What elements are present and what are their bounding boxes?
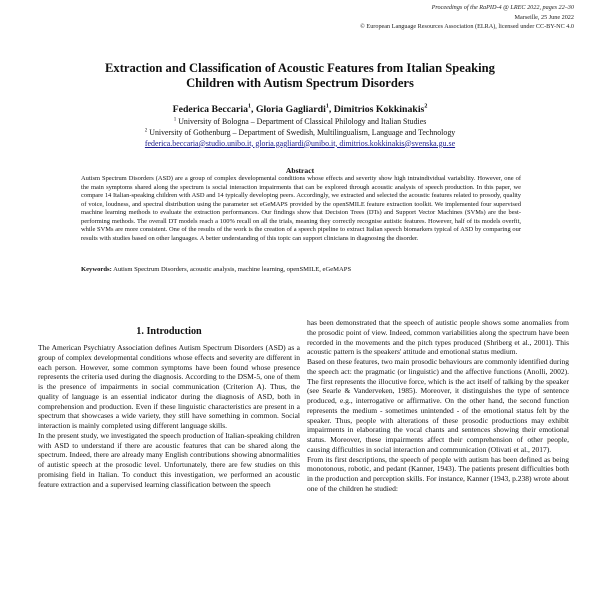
body-paragraph: The American Psychiatry Association defines Autism Spectrum Disorders (ASD) as a group of complex developmental conditions whose effects and severity are different in each person. However, some common symptoms have been found whose presence represents the criteria used during the diagnosis. According to the DSM-5, one of them is the presence of impairments in social communication (Criterion A). Thus, the quality of language is an essential indicator during the diagnosis of ASD, both in comprehension and production. Even if these linguistic characteristics are present in a spectrum that showcases a wide variety, they still have something in common. Social interaction is mainly completed using different language skills. (38, 343, 300, 430)
keywords-label: Keywords: (81, 266, 112, 273)
affiliations (40, 117, 560, 149)
author-affil-marker: 2 (424, 103, 428, 110)
body-paragraph: Based on these features, two main prosodic behaviours are commonly identified during the speech act: the pragmatic (or linguistic) and the affective functions (Anolli, 2002). The first represents the illocutive force, which is the act itself of talking by the speaker (see Searle & Vanderveken, 1985). Moreover, it distinguishes the type of sentence produced, e.g., interrogative or affirmative. On the other hand, the second function represents the medium - sometimes unintended - of the emotional status felt by the speaker. Thus, people with alterations of these prosodic productions may exhibit impairments in elaborating the vocal chants and sentences showing their emotional status. Moreover, these impairments affect their comprehension of other people, causing difficulties in social interaction and communication (Olivati et al., 2017). (307, 357, 570, 454)
license-line: © European Language Resources Association (ELRA), licensed under CC-BY-NC 4.0 (360, 23, 574, 31)
title-line-2: Children with Autism Spectrum Disorders (186, 76, 414, 91)
author-name: Dimitrios Kokkinakis (333, 104, 425, 115)
author-name: Gloria Gagliardi (255, 104, 326, 115)
affiliation-line: $^1$ University of Bologna – Department of Classical Philology and Italian Studies (173, 117, 427, 126)
keywords-text: Autism Spectrum Disorders, acoustic analysis, machine learning, openSMILE, eGeMAPS (111, 266, 352, 273)
affiliation-line: $^2$ University of Gothenburg – Department of Swedish, Multilingualism, Language and Technology (144, 127, 456, 137)
body-paragraph: has been demonstrated that the speech of autistic people shows some anomalies from the prosodic point of view. Indeed, common variabilities along the spectrum have been recorded in the movements and the pitch types produced (Shriberg et al., 2001). This acoustic pattern is the speakers' attitude and emotional status medium. (307, 318, 569, 357)
section-heading-introduction: 1. Introduction (136, 326, 202, 337)
proceedings-line: Proceedings of the RaPID-4 @ LREC 2022, pages 22–30 (431, 4, 574, 11)
left-column (38, 343, 300, 489)
right-column (307, 318, 569, 494)
keywords (81, 266, 521, 275)
title-line-1: Extraction and Classification of Acoustic Features from Italian Speaking (105, 61, 495, 75)
body-paragraph: In the present study, we investigated the speech production of Italian-speaking children with ASD to understand if there are acoustic features that can be shared along the spectrum. Indeed, there are already many English contributions showing abnormalities of autistic speech at the prosodic level. Unfortunately, there are few studies on this promising field in Italian. To conduct this investigation, we performed an acoustic feature extraction and a supervised learning classification between the speech (38, 430, 300, 489)
abstract-heading: Abstract (285, 166, 315, 175)
proceedings-header (154, 3, 574, 32)
author-list: Federica Beccaria$^1$, Gloria Gagliardi$^1$, Dimitrios Kokkinakis$^2$ (172, 103, 428, 115)
author-name: Federica Beccaria (172, 104, 248, 115)
body-paragraph: From its first descriptions, the speech of people with autism has been defined as being monotonous, robotic, and pedant (Kanner, 1943). The patients present difficulties both in the production and perception skills. For instance, Kanner (1943, p.238) wrote about one of the children he studied: (307, 454, 569, 493)
author-affil-marker: 1 (325, 103, 329, 110)
location-date-line: Marseille, 25 June 2022 (514, 13, 574, 21)
author-affil-marker: 1 (247, 103, 251, 110)
paper-title (40, 61, 560, 92)
abstract-text: Autism Spectrum Disorders (ASD) are a group of complex developmental conditions whose effects and severity show high intraindividual variability. However, one of the main symptoms shared along the spectrum is social interaction impairments that can be explored through acoustic analysis of speech production. In this paper, we compare 14 Italian-speaking children with ASD and 14 typically developing peers. Accordingly, we extracted and selected the acoustic features related to prosody, quality of voice, loudness, and spectral distribution using the parameter set eGeMAPS provided by the openSMILE feature extraction toolkit. We implemented four supervised machine learning methods to evaluate the extraction performances. Our findings show that Decision Trees (DTs) and Support Vector Machines (SVMs) are the best-performing methods. The overall DT models reach a 100% recall on all the trials, meaning they correctly recognise autistic features. However, half of its models overfit, while SVMs are more consistent. One of the results of the work is the creation of a speech pipeline to extract Italian speech biomarkers typical of ASD by comparing our results with studies based on other languages. A better understanding of this topic can support clinicians in diagnosing the disorder. (81, 175, 521, 242)
author-emails[interactable]: federica.beccaria@studio.unibo.it, gloria.gagliardi@unibo.it, dimitrios.kokkinakis@svenska.gu.se (144, 138, 456, 148)
